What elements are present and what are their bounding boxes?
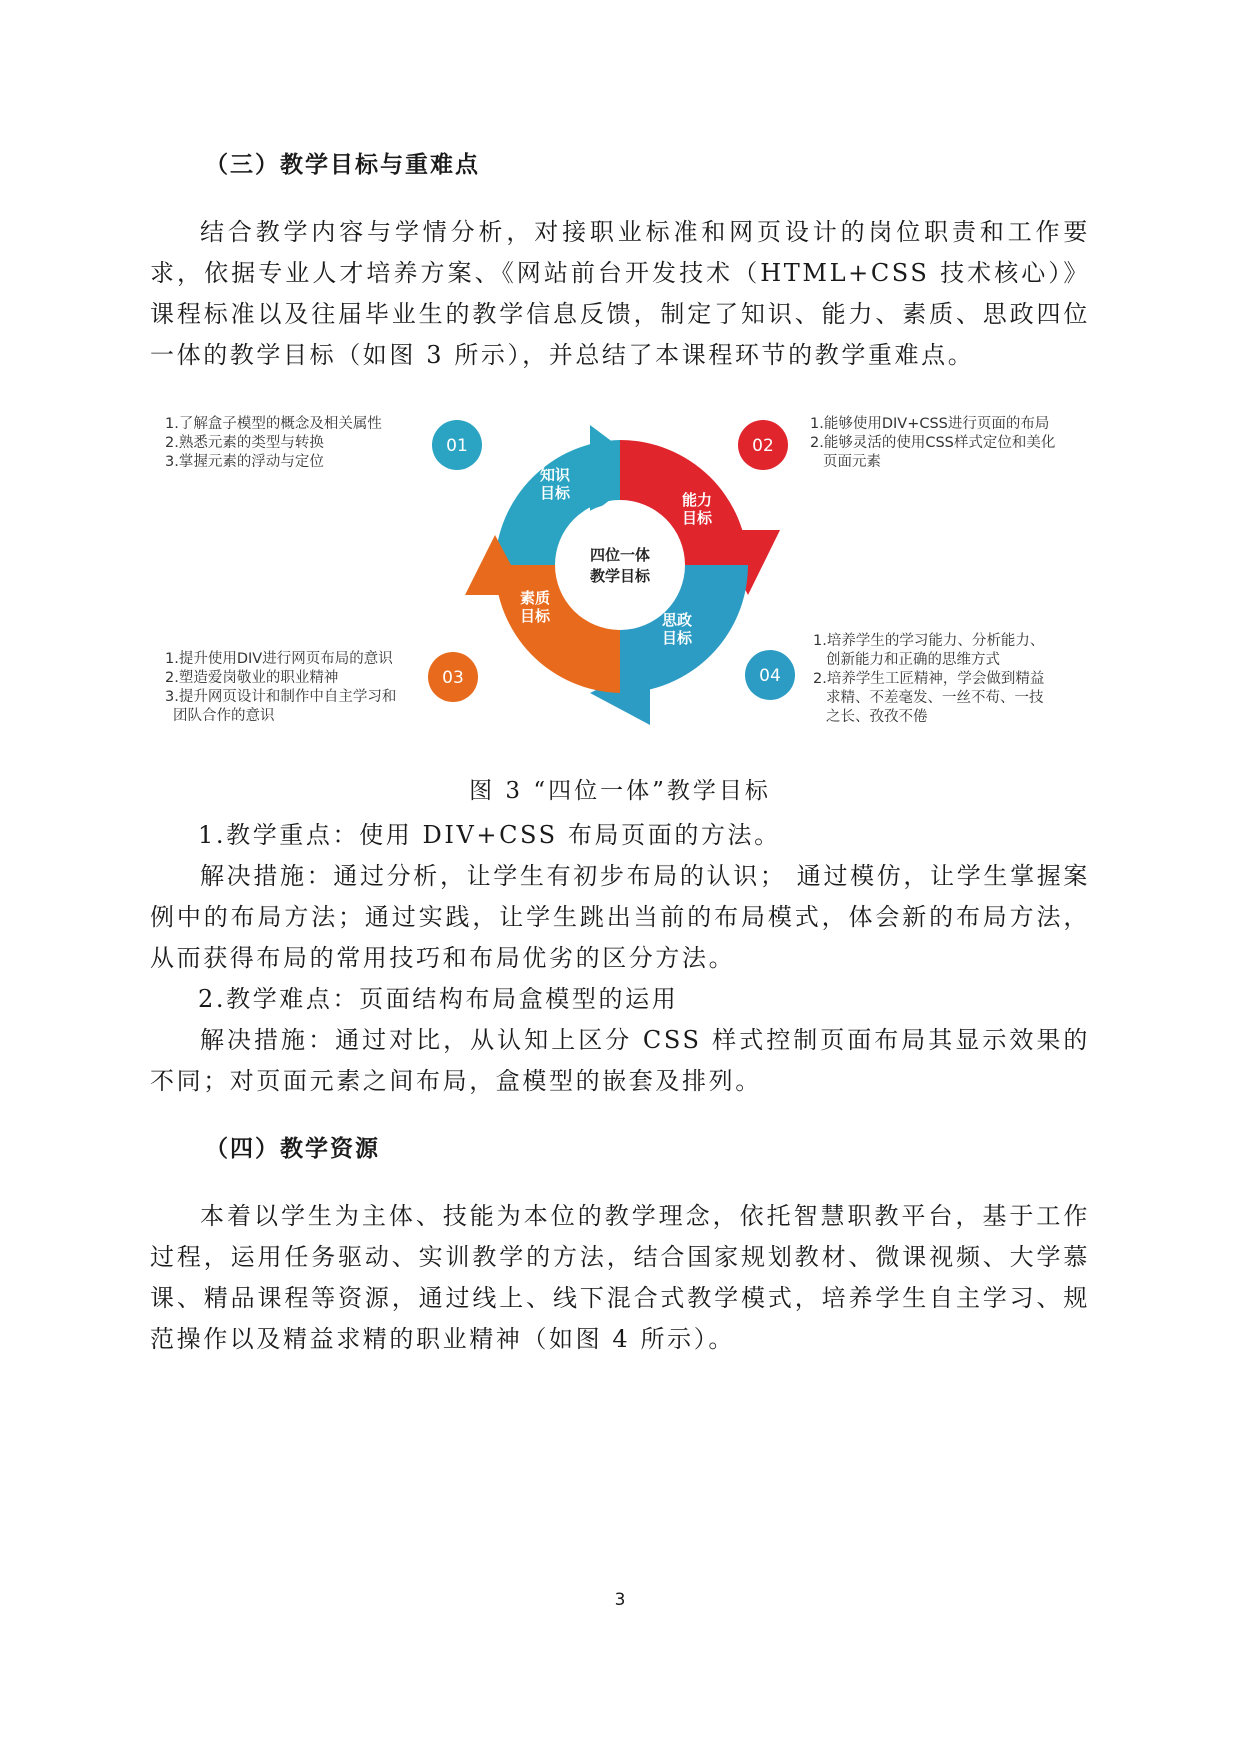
goal-item: 3.掌握元素的浮动与定位 (165, 454, 324, 470)
goal-item: 之长、孜孜不倦 (826, 709, 928, 725)
goal-item: 3.提升网页设计和制作中自主学习和 (165, 689, 397, 705)
ability-goal-items (810, 415, 1055, 472)
quality-label-line2: 目标 (519, 607, 551, 625)
figure-caption: 图 3 “四位一体”教学目标 (469, 778, 771, 804)
goal-item: 团队合作的意识 (173, 708, 275, 724)
knowledge-label-line1: 知识 (539, 466, 571, 484)
political-label-line1: 思政 (661, 611, 693, 629)
goal-item: 1.培养学生的学习能力、分析能力、 (813, 633, 1045, 649)
measure-1: 解决措施：通过分析，让学生有初步布局的认识； 通过模仿，让学生掌握案例中的布局方法；通过实践，让学生跳出当前的布局模式，体会新的布局方法，从而获得布局的常用技巧和布局优劣的区分方法。 (150, 862, 1090, 972)
goal-item: 1.能够使用DIV+CSS进行页面的布局 (810, 416, 1050, 432)
section-heading-teaching-resources: （四）教学资源 (205, 1136, 380, 1162)
ability-label-line1: 能力 (681, 491, 713, 509)
page-number: 3 (614, 1590, 626, 1610)
badge-02-number: 02 (752, 436, 774, 456)
goal-item: 2.培养学生工匠精神，学会做到精益 (813, 671, 1045, 687)
four-in-one-goals-figure (150, 395, 1090, 740)
goal-item: 创新能力和正确的思维方式 (826, 652, 1000, 668)
badge-04-number: 04 (759, 666, 781, 686)
badge-03-number: 03 (442, 668, 464, 688)
goal-item: 2.塑造爱岗敬业的职业精神 (165, 670, 339, 686)
political-label-line2: 目标 (661, 629, 693, 647)
key-point-1: 1.教学重点：使用 DIV+CSS 布局页面的方法。 (198, 821, 781, 849)
center-label-line1: 四位一体 (589, 546, 651, 564)
quality-goal-items (165, 650, 396, 726)
goal-item: 1.提升使用DIV进行网页布局的意识 (165, 651, 393, 667)
goal-item: 2.熟悉元素的类型与转换 (165, 435, 324, 451)
center-circle (558, 503, 682, 627)
center-label-line2: 教学目标 (589, 567, 651, 585)
ability-label-line2: 目标 (681, 509, 713, 527)
goal-item: 2.能够灵活的使用CSS样式定位和美化 (810, 435, 1056, 451)
intro-paragraph: 结合教学内容与学情分析，对接职业标准和网页设计的岗位职责和工作要求，依据专业人才培养方案、《网站前台开发技术（HTML+CSS 技术核心）》课程标准以及往届毕业生的教学信息反馈，制定了知识、能力、素质、思政四位一体的教学目标（如图 3 所示），并总结了本课程环节的教学重难点。 (150, 218, 1090, 369)
quality-label-line1: 素质 (519, 589, 551, 607)
section-heading-teaching-goals: （三）教学目标与重难点 (205, 152, 480, 178)
goal-item: 1.了解盒子模型的概念及相关属性 (165, 416, 382, 432)
political-goal-items (813, 632, 1044, 727)
resources-paragraph: 本着以学生为主体、技能为本位的教学理念，依托智慧职教平台，基于工作过程，运用任务驱动、实训教学的方法，结合国家规划教材、微课视频、大学慕课、精品课程等资源，通过线上、线下混合式教学模式，培养学生自主学习、规范操作以及精益求精的职业精神（如图 4 所示）。 (150, 1202, 1090, 1353)
measure-2: 解决措施：通过对比，从认知上区分 CSS 样式控制页面布局其显示效果的不同；对页面元素之间布局，盒模型的嵌套及排列。 (150, 1026, 1090, 1095)
goal-item: 求精、不差毫发、一丝不苟、一技 (826, 690, 1044, 706)
key-point-2: 2.教学难点：页面结构布局盒模型的运用 (198, 985, 679, 1013)
knowledge-label-line2: 目标 (539, 484, 571, 502)
goal-item: 页面元素 (823, 454, 881, 470)
knowledge-goal-items (165, 415, 382, 472)
badge-01-number: 01 (446, 436, 468, 456)
